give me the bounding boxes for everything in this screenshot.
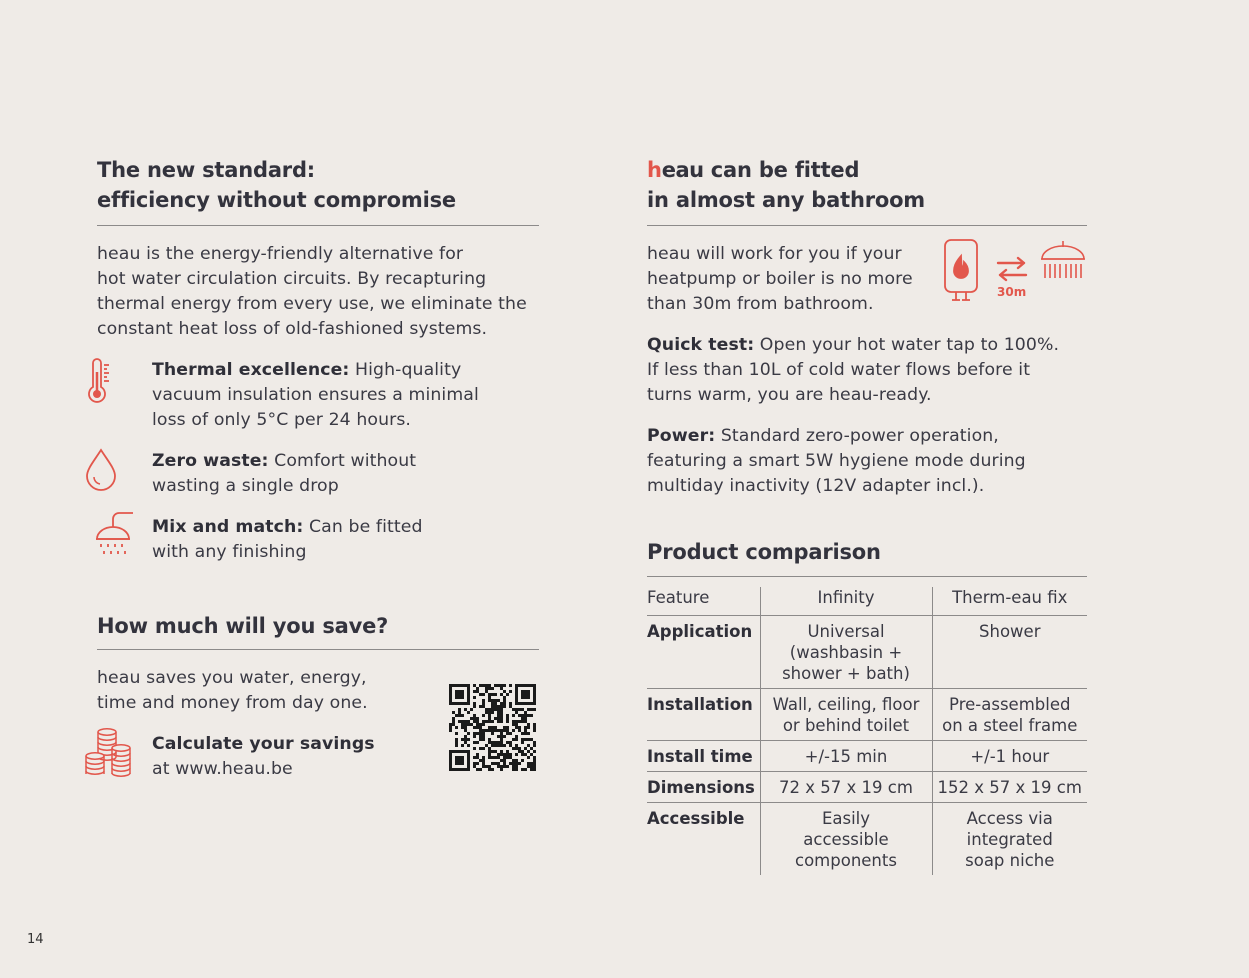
feature-cell: Dimensions xyxy=(647,772,760,803)
table-row xyxy=(647,689,1087,741)
infinity-cell: Wall, ceiling, floor or behind toilet xyxy=(760,689,932,741)
power-info: Power: Standard zero-power operation, featuring a smart 5W hygiene mode during multiday inactivity (12V adapter incl.). xyxy=(647,426,1026,496)
right-column xyxy=(647,155,1087,875)
table-row xyxy=(647,772,1087,803)
feature-cell: Installation xyxy=(647,689,760,741)
header-feature: Feature xyxy=(647,587,760,616)
divider xyxy=(97,649,539,650)
calculate-savings-label: Calculate your savings xyxy=(152,734,375,754)
therm-eau-fix-cell: Pre-assembled on a steel frame xyxy=(932,689,1087,741)
header-therm-eau-fix: Therm-eau fix xyxy=(932,587,1087,616)
arrows-icon xyxy=(995,256,1029,286)
divider xyxy=(647,225,1087,226)
table-row xyxy=(647,741,1087,772)
feature-cell: Application xyxy=(647,616,760,689)
therm-eau-fix-cell: 152 x 57 x 19 cm xyxy=(932,772,1087,803)
table-row xyxy=(647,616,1087,689)
shower-head-icon xyxy=(91,509,137,563)
therm-eau-fix-cell: Access via integrated soap niche xyxy=(932,803,1087,876)
feature-cell: Install time xyxy=(647,741,760,772)
divider xyxy=(647,576,1087,577)
thermometer-icon xyxy=(84,358,114,410)
feature-zero-waste: Zero waste: Comfort without wasting a single drop xyxy=(97,449,539,499)
therm-eau-fix-cell: Shower xyxy=(932,616,1087,689)
therm-eau-fix-cell: +/-1 hour xyxy=(932,741,1087,772)
table-row xyxy=(647,803,1087,876)
standard-title: The new standard: efficiency without compromise xyxy=(97,158,456,212)
qr-code xyxy=(449,684,536,775)
comparison-title: Product comparison xyxy=(647,540,881,564)
boiler-icon xyxy=(943,238,979,308)
water-drop-icon xyxy=(84,447,118,497)
feature-mix-and-match: Mix and match: Can be fitted with any finishing xyxy=(97,515,539,565)
feature-thermal-excellence: Thermal excellence: High-quality vacuum insulation ensures a minimal loss of only 5°C per 24 hours. xyxy=(97,358,539,433)
infinity-cell: 72 x 57 x 19 cm xyxy=(760,772,932,803)
page-number: 14 xyxy=(27,932,44,947)
savings-block xyxy=(97,666,539,782)
infinity-cell: +/-15 min xyxy=(760,741,932,772)
quick-test: Quick test: Open your hot water tap to 100%. If less than 10L of cold water flows before it turns warm, you are heau-ready. xyxy=(647,335,1060,405)
infinity-cell: Easily accessible components xyxy=(760,803,932,876)
left-column xyxy=(97,155,539,782)
feature-cell: Accessible xyxy=(647,809,745,828)
comparison-table xyxy=(647,587,1087,875)
header-infinity: Infinity xyxy=(760,587,932,616)
heau-logo: heau xyxy=(647,158,704,182)
fit-title: heau can be fitted in almost any bathroom xyxy=(647,158,925,212)
infinity-cell: Universal (washbasin + shower + bath) xyxy=(760,616,932,689)
savings-text: heau saves you water, energy, time and money from day one. xyxy=(97,668,368,713)
coins-icon xyxy=(85,726,135,784)
fit-text: heau will work for you if your heatpump or boiler is no more than 30m from bathroom. xyxy=(647,244,913,314)
distance-label: 30m xyxy=(997,285,1027,299)
savings-link[interactable]: at www.heau.be xyxy=(152,759,293,779)
rain-shower-icon xyxy=(1039,240,1087,286)
standard-intro: heau is the energy-friendly alternative for hot water circulation circuits. By recapturing thermal energy from every use, we eliminate the constant heat loss of old-fashioned systems. xyxy=(97,244,527,339)
divider xyxy=(97,225,539,226)
table-header-row xyxy=(647,587,1087,616)
savings-title: How much will you save? xyxy=(97,614,389,638)
fit-block xyxy=(647,242,1087,317)
